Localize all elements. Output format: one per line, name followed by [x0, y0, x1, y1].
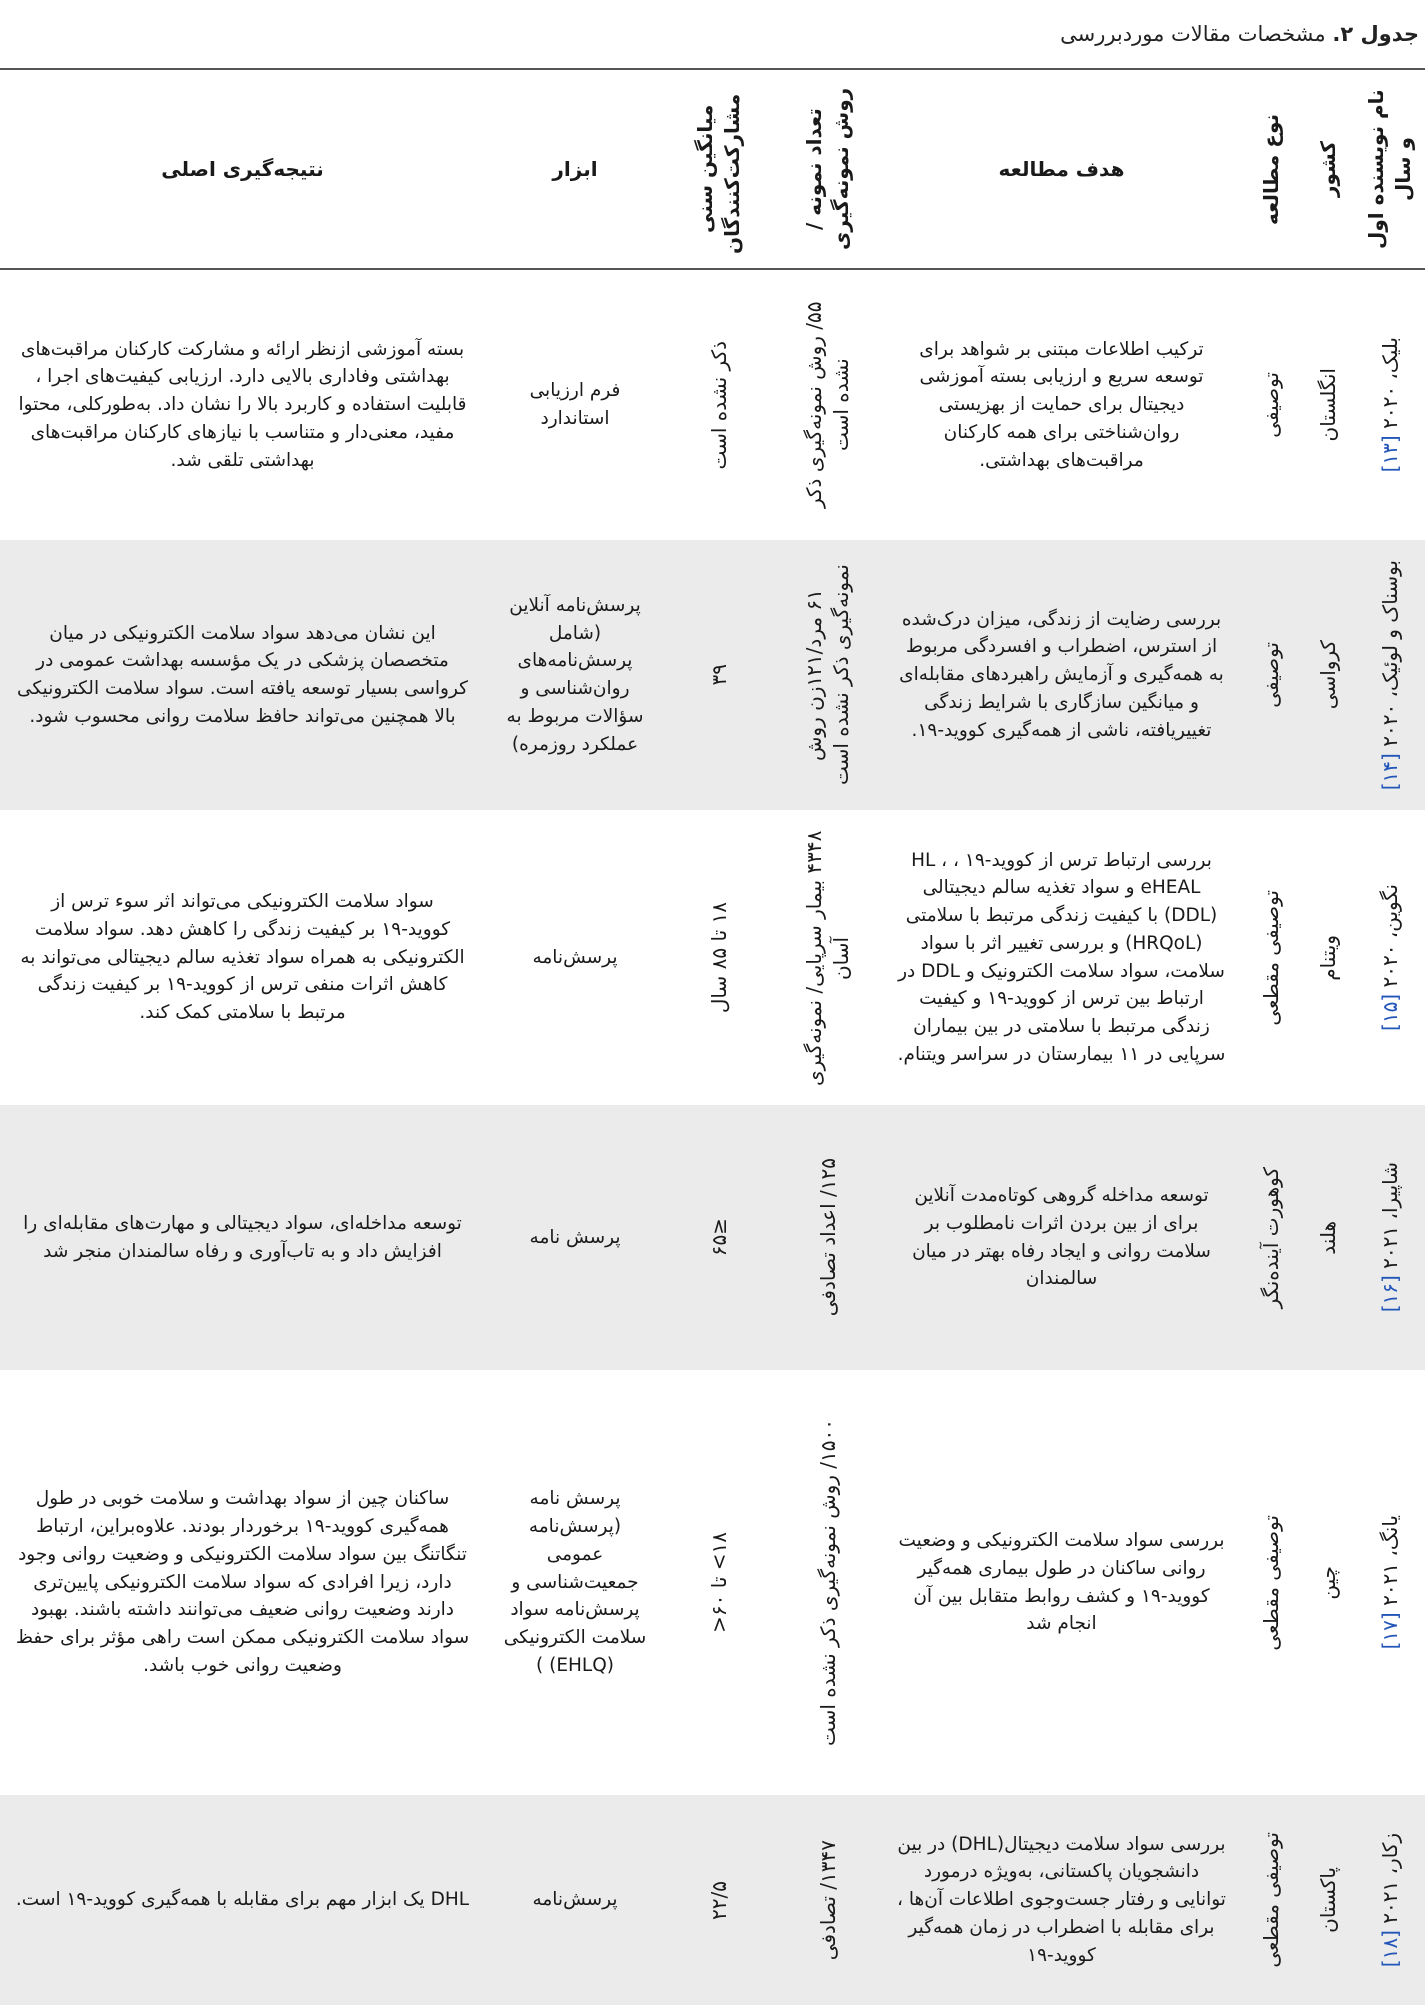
cell-goal: بررسی سواد سلامت الکترونیکی و وضعیت روانی ساکنان در طول بیماری همه‌گیر کووید-۱۹ و کشف روابط متقابل بین آن انجام شد [898, 1530, 1225, 1635]
cell-type: توصیفی [1258, 372, 1283, 438]
cell-age: ۱۸ تا ۸۵ سال [706, 901, 731, 1014]
cell-author: شاپیرا، ۲۰۲۱ [۱۶] [1355, 1105, 1425, 1370]
cell-country: ویتنام [1316, 934, 1340, 981]
cell-goal: توسعه مداخله گروهی کوتاه‌مدت آنلاین برای از بین بردن اثرات نامطلوب بر سلامت روانی و ایجاد رفاه بهتر در میان سالمندان [883, 1105, 1240, 1370]
reference-link[interactable]: [۱۳] [1377, 435, 1402, 473]
cell-goal: بررسی رضایت از زندگی، میزان درک‌شده از استرس، اضطراب و افسردگی مربوط به همه‌گیری و آزمایش راهبردهای مقابله‌ای و میانگین سازگاری با شرایط زندگی تغییریافته، ناشی از همه‌گیری کووید-۱۹. [883, 540, 1240, 810]
studies-table [0, 70, 1425, 2005]
table-row [0, 810, 1425, 1105]
table-caption [1060, 22, 1419, 46]
cell-author: بوسناک و لوئیک، ۲۰۲۰ [۱۴] [1355, 540, 1425, 810]
cell-result: توسعه مداخله‌ای، سواد دیجیتالی و مهارت‌های مقابله‌ای را افزایش داد و به تاب‌آوری و رفاه سالمندان منجر شد [0, 1105, 485, 1370]
cell-tool: پرسش نامه (پرسش‌نامه عمومی جمعیت‌شناسی و پرسش‌نامه سواد سلامت الکترونیکی (EHLQ) ) [503, 1488, 647, 1676]
cell-goal: بررسی ارتباط ترس از کووید-۱۹ ، HL ، eHEAL و سواد تغذیه سالم دیجیتالی (DDL) با کیفیت زندگی مرتبط با سلامتی (HRQoL) و بررسی تغییر اثر با سواد سلامت، سواد سلامت الکترونیک و DDL در ارتباط بین ترس از کووید-۱۹ و کیفیت زندگی مرتبط با سلامتی در بین بیماران سرپایی در ۱۱ بیمارستان در سراسر ویتنام. [897, 849, 1226, 1065]
cell-sample: ۱۵۰۰/ روش نمونه‌گیری ذکر نشده است [815, 1418, 840, 1747]
header-sample: تعداد نمونه / روش نمونه‌گیری [773, 70, 883, 269]
cell-sample: ۱۳۴۷/ تصادفی [773, 1795, 883, 2005]
cell-type: توصیفی [1240, 540, 1302, 810]
table-row [0, 1370, 1425, 1795]
header-tool: ابزار [485, 70, 665, 269]
cell-result: سواد سلامت الکترونیکی می‌تواند اثر سوء ترس از کووید-۱۹ بر کیفیت زندگی را کاهش دهد. سواد سلامت الکترونیکی به همراه سواد تغذیه سالم دیجیتالی می‌تواند به کاهش اثرات منفی ترس از کووید-۱۹ بر کیفیت زندگی مرتبط با سلامتی کمک کند. [20, 891, 465, 1024]
cell-tool: پرسش‌نامه [485, 1795, 665, 2005]
reference-link[interactable]: [۱۶] [1377, 1275, 1402, 1313]
cell-result: این نشان می‌دهد سواد سلامت الکترونیکی در میان متخصصان پزشکی در یک مؤسسه بهداشت عمومی در کرواسی بسیار توسعه یافته است. سواد سلامت الکترونیکی بالا همچنین می‌تواند حافظ سلامت روانی محسوب شود. [0, 540, 485, 810]
reference-link[interactable]: [۱۵] [1377, 993, 1402, 1031]
cell-author: بلیک، ۲۰۲۰ [۱۳] [1377, 337, 1402, 473]
cell-tool: پرسش‌نامه آنلاین (شامل پرسش‌نامه‌های روان‌شناسی و سؤالات مربوط به عملکرد روزمره) [485, 540, 665, 810]
header-age: میانگین سنی مشارکت‌کنندگان [665, 70, 773, 269]
caption-text: مشخصات مقالات موردبررسی [1060, 22, 1326, 46]
reference-link[interactable]: [۱۷] [1377, 1612, 1402, 1650]
cell-type: توصیفی مقطعی [1258, 889, 1283, 1026]
reference-link[interactable]: [۱۴] [1377, 753, 1402, 791]
table-row [0, 1105, 1425, 1370]
cell-author: یانگ، ۲۰۲۱ [۱۷] [1377, 1515, 1402, 1650]
header-result: نتیجه‌گیری اصلی [0, 70, 485, 269]
cell-sample: ۵۵/ روش نمونه‌گیری ذکر نشده است [802, 301, 853, 509]
cell-goal: بررسی سواد سلامت دیجیتال(DHL) در بین دانشجویان پاکستانی، به‌ویژه درمورد توانایی و رفتار جست‌وجوی اطلاعات آن‌ها ، برای مقابله با اضطراب در زمان همه‌گیر کووید-۱۹ [883, 1795, 1240, 2005]
cell-result: بسته آموزشی ازنظر ارائه و مشارکت کارکنان مراقبت‌های بهداشتی وفاداری بالایی دارد. ارزیابی کیفیت‌های اجرا ، قابلیت استفاده و کاربرد بالا را نشان داد. به‌طورکلی، محتوا مفید، معنی‌دار و متناسب با نیازهای کارکنان مراقبت‌های بهداشتی تلقی شد. [18, 338, 467, 471]
header-row [0, 70, 1425, 269]
cell-author: زکار، ۲۰۲۱ [۱۸] [1355, 1795, 1425, 2005]
table-row [0, 269, 1425, 540]
cell-tool: پرسش نامه [485, 1105, 665, 1370]
cell-type: کوهورت آینده‌نگر [1240, 1105, 1302, 1370]
cell-result: DHL یک ابزار مهم برای مقابله با همه‌گیری کووید-۱۹ است. [0, 1795, 485, 2005]
cell-goal: ترکیب اطلاعات مبتنی بر شواهد برای توسعه سریع و ارزیابی بسته آموزشی دیجیتال برای حمایت از بهزیستی روان‌شناختی برای همه کارکنان مراقبت‌های بهداشتی. [919, 338, 1204, 471]
cell-tool: فرم ارزیابی استاندارد [529, 380, 621, 429]
table-row [0, 540, 1425, 810]
cell-age: ۱۸> تا ۶۰< [706, 1532, 731, 1633]
reference-link[interactable]: [۱۸] [1377, 1929, 1402, 1968]
cell-age: ۲۲/۵ [665, 1795, 773, 2005]
cell-country: کرواسی [1302, 540, 1355, 810]
table-row [0, 1795, 1425, 2005]
cell-result: ساکنان چین از سواد بهداشت و سلامت خوبی در طول همه‌گیری کووید-۱۹ برخوردار بودند. علاوه‌براین، ارتباط تنگاتنگ بین سواد سلامت الکترونیکی و وضعیت روانی وجود دارد، زیرا افرادی که سواد سلامت الکترونیکی پایین‌تری دارند وضعیت روانی ضعیف می‌توانند داشته باشند. بهبود سواد سلامت الکترونیکی ممکن است راهی مؤثر برای حفظ وضعیت روانی خوب باشد. [15, 1488, 470, 1676]
cell-sample: ۱۲۵/ اعداد تصادفی [773, 1105, 883, 1370]
header-goal: هدف مطالعه [883, 70, 1240, 269]
caption-label: جدول ۲. [1332, 22, 1419, 46]
cell-sample: ۴۳۴۸ بیمار سرپایی/ نمونه‌گیری آسان [802, 829, 853, 1086]
cell-type: توصیفی مقطعی [1240, 1795, 1302, 2005]
cell-country: هلند [1302, 1105, 1355, 1370]
cell-tool: پرسش‌نامه [532, 946, 618, 968]
header-country: کشور [1302, 70, 1355, 269]
cell-author: نگوین، ۲۰۲۰ [۱۵] [1377, 884, 1402, 1031]
cell-age: ۳۹ [665, 540, 773, 810]
header-type: نوع مطالعه [1240, 70, 1302, 269]
cell-type: توصیفی مقطعی [1258, 1514, 1283, 1651]
cell-age: ذکر نشده است [706, 340, 731, 470]
cell-country: چین [1316, 1565, 1340, 1600]
cell-age: ≤۶۵ [665, 1105, 773, 1370]
cell-country: پاکستان [1302, 1795, 1355, 2005]
header-author: نام نویسنده اول و سال [1355, 70, 1425, 269]
cell-sample: ۶۱ مرد/۱۲۱زن روش نمونه‌گیری ذکر نشده است [773, 540, 883, 810]
cell-country: انگلستان [1316, 368, 1340, 442]
